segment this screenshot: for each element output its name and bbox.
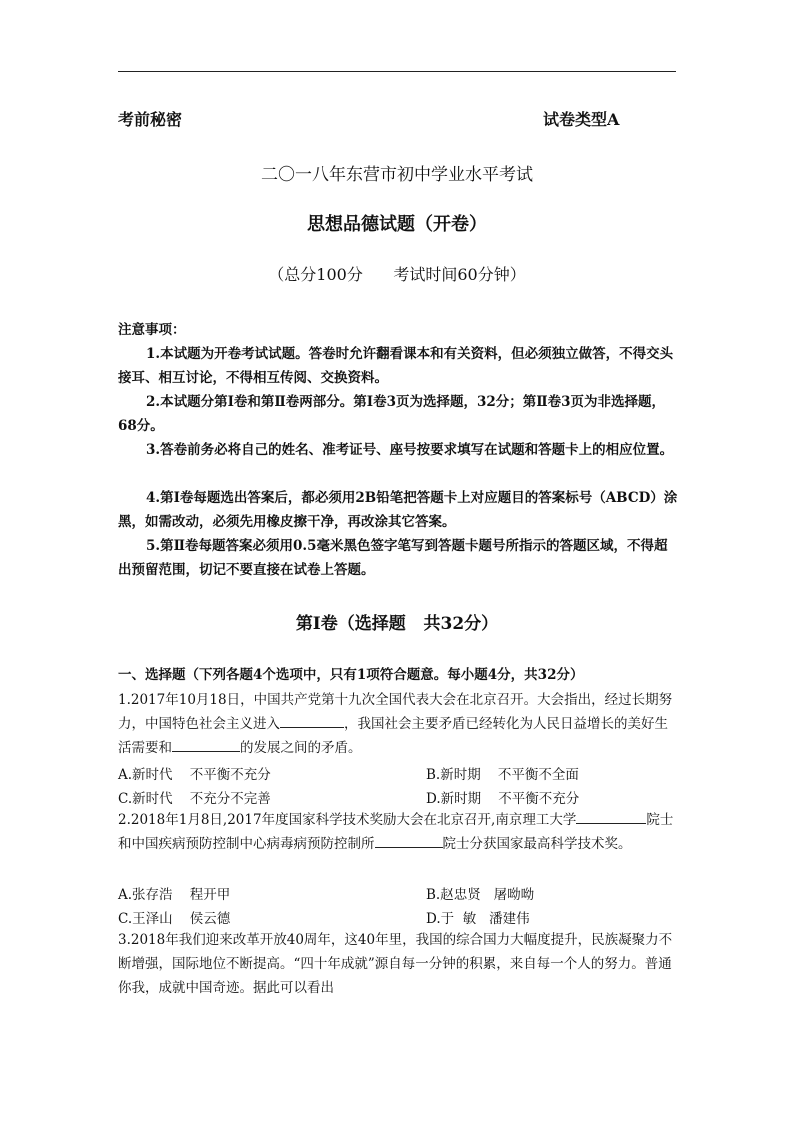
question-2-text-a: 2.2018年1月8日,2017年度国家科学技术奖励大会在北京召开,南京理工大学 bbox=[118, 812, 577, 828]
question-1-text-a: 1.2017年10月18日，中国共产党第十九次全国代表大会在北京召开。大会指出，经过长期努力，中国特色社会主义进入 bbox=[118, 692, 673, 732]
q2-option-d: D.于 敏 潘建伟 bbox=[426, 911, 530, 927]
answer-blank bbox=[375, 833, 443, 848]
subject-title: 思想品德试题（开卷） bbox=[307, 214, 487, 235]
confidential-label: 考前秘密 bbox=[118, 110, 183, 129]
answer-blank bbox=[576, 809, 646, 824]
question-1-text-c: 的发展之间的矛盾。 bbox=[240, 740, 362, 756]
q2-option-b: B.赵忠贤 屠呦呦 bbox=[426, 887, 535, 903]
note-item-1: 1.本试题为开卷考试试题。答卷时允许翻看课本和有关资料，但必须独立做答，不得交头接耳、相互讨论，不得相互传阅、交换资料。 bbox=[118, 346, 674, 386]
answer-blank bbox=[280, 713, 344, 728]
note-item-2: 2.本试题分第Ⅰ卷和第Ⅱ卷两部分。第Ⅰ卷3页为选择题，32分；第Ⅱ卷3页为非选择题，68分。 bbox=[118, 394, 666, 434]
note-item-3: 3.答卷前务必将自己的姓名、准考证号、座号按要求填写在试题和答题卡上的相应位置。 bbox=[146, 442, 674, 458]
section-instruction: 一、选择题（下列各题4个选项中，只有1项符合题意。每小题4分，共32分） bbox=[118, 667, 584, 683]
question-2 bbox=[118, 808, 678, 856]
paper-type-label: 试卷类型A bbox=[543, 110, 620, 129]
q1-option-a: A.新时代 不平衡不充分 bbox=[118, 767, 271, 783]
score-time-info: （总分100分 考试时间60分钟） bbox=[268, 265, 526, 284]
note-item-4: 4.第Ⅰ卷每题选出答案后，都必须用2B铅笔把答题卡上对应题目的答案标号（ABCD）涂黑，如需改动，必须先用橡皮擦干净，再改涂其它答案。 bbox=[118, 490, 678, 530]
q1-option-c: C.新时代 不充分不完善 bbox=[118, 791, 271, 807]
q2-option-a: A.张存浩 程开甲 bbox=[118, 887, 231, 903]
question-3: 3.2018年我们迎来改革开放40周年，这40年里，我国的综合国力大幅度提升，民族凝聚力不断增强，国际地位不断提高。“四十年成就”源自每一分钟的积累，来自每一个人的努力。普通你我，成就中国奇迹。据此可以看出 bbox=[118, 932, 673, 996]
question-2-text-b: 院士和中国疾病预防控制中心病毒病预防控制所 bbox=[118, 812, 674, 852]
q1-option-b: B.新时期 不平衡不全面 bbox=[426, 767, 579, 783]
notes-heading: 注意事项： bbox=[118, 322, 186, 338]
section-title: 第Ⅰ卷（选择题 共32分） bbox=[295, 614, 499, 634]
question-1-text-b: ，我国社会主要矛盾已经转化为人民日益增长的美好生活需要和 bbox=[118, 716, 668, 756]
q1-option-d: D.新时期 不平衡不充分 bbox=[426, 791, 580, 807]
answer-blank bbox=[172, 737, 240, 752]
top-rule bbox=[118, 71, 676, 72]
note-item-5: 5.第Ⅱ卷每题答案必须用0.5毫米黑色签字笔写到答题卡题号所指示的答题区域，不得超出预留范围，切记不要直接在试卷上答题。 bbox=[118, 538, 668, 578]
q2-option-c: C.王泽山 侯云德 bbox=[118, 911, 231, 927]
question-2-text-c: 院士分获国家最高科学技术奖。 bbox=[442, 836, 632, 852]
exam-title: 二〇一八年东营市初中学业水平考试 bbox=[261, 165, 533, 185]
question-1 bbox=[118, 688, 678, 760]
